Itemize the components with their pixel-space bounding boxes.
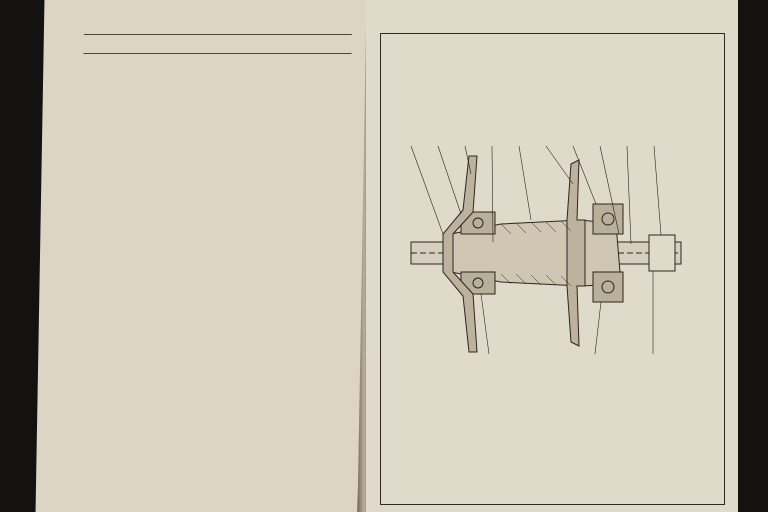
right-flange (567, 160, 585, 346)
fork-diagram (381, 34, 724, 504)
header-bottom-rule (84, 53, 352, 54)
axle-nut (649, 235, 675, 271)
left-page (36, 0, 367, 512)
right-bearing-lower (593, 272, 623, 302)
header-top-rule (84, 34, 352, 35)
illustration-frame (380, 33, 725, 505)
right-bearing (593, 204, 623, 234)
right-page (366, 0, 738, 512)
